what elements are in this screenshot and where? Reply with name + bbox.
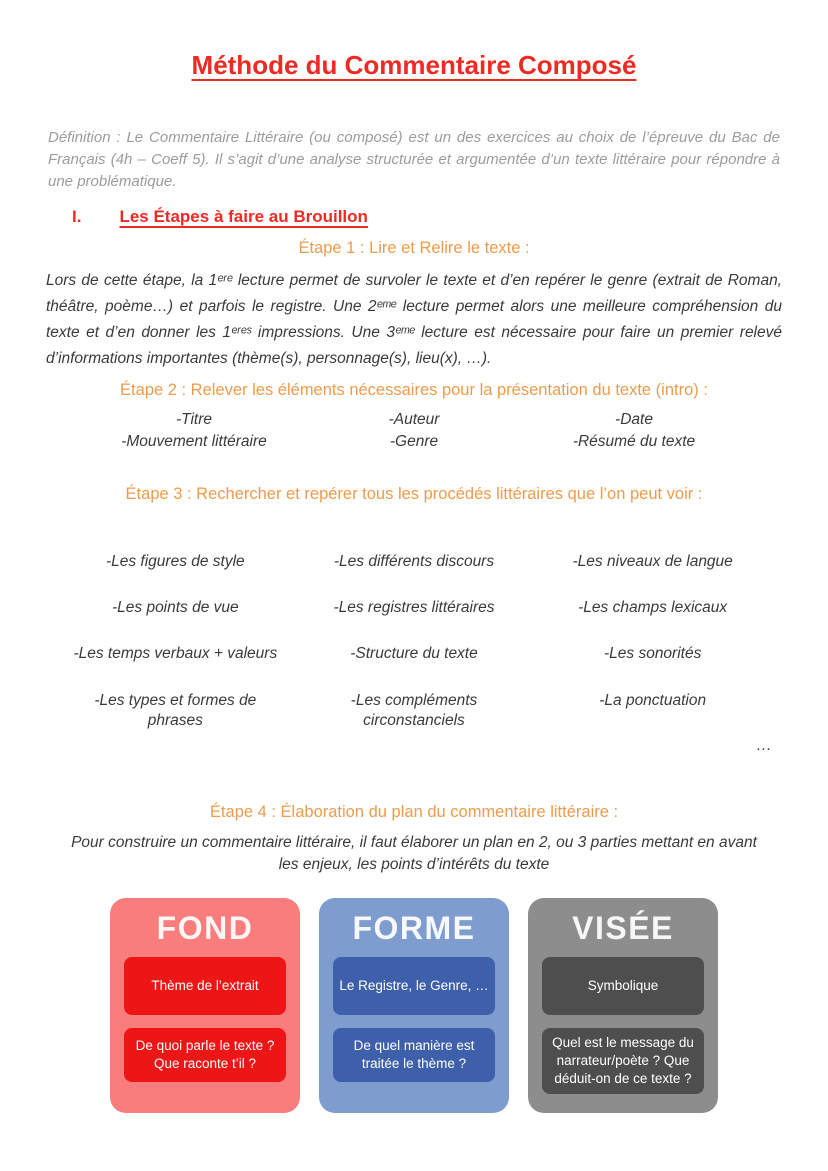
procede-item: -Les temps verbaux + valeurs — [73, 645, 278, 663]
plan-card-visee-box-1: Symbolique — [542, 957, 704, 1015]
ellipsis-text: … — [756, 736, 772, 754]
plan-card-visee-title: VISÉE — [572, 909, 674, 946]
intro-column-3 — [524, 409, 744, 452]
procede-item: -Structure du texte — [350, 645, 478, 663]
etape4-heading: Étape 4 : Élaboration du plan du commentaire littéraire : — [209, 802, 619, 821]
procedes-grid — [56, 552, 772, 731]
page-title-text: Méthode du Commentaire Composé — [191, 50, 637, 80]
intro-item-resume: -Résumé du texte — [572, 432, 696, 450]
intro-item-mouvement: -Mouvement littéraire — [121, 432, 267, 450]
procede-item: -Les niveaux de langue — [572, 553, 733, 571]
procede-item: -Les types et formes de phrases — [94, 691, 257, 729]
plan-card-forme-title: FORME — [352, 909, 476, 946]
etape4-intro: Pour construire un commentaire littéraire, il faut élaborer un plan en 2, ou 3 parties mettant en avant les enjeux, les points d’intérêts du texte — [71, 833, 757, 874]
plan-card-fond-box-1: Thème de l’extrait — [124, 957, 286, 1015]
etape3-heading: Étape 3 : Rechercher et repérer tous les procédés littéraires que l’on peut voir : — [125, 485, 703, 504]
etape1-body: Lors de cette étape, la 1ᵉʳᵉ lecture permet de survoler le texte et d’en repérer le genre (extrait de Roman, théâtre, poème…) et parfois le registre. Une 2ᵉᵐᵉ lecture permet alors une meilleure compréhension du texte et d’en donner les 1ᵉʳᵉˢ impressions. Une 3ᵉᵐᵉ lecture est nécessaire pour faire un premier relevé d’informations importantes (thème(s), personnage(s), lieu(x), …). — [46, 272, 782, 368]
plan-card-visee-box-2: Quel est le message du narrateur/poète ? Que déduit-on de ce texte ? — [542, 1028, 704, 1095]
section-heading — [72, 207, 828, 227]
section-title: Les Étapes à faire au Brouillon — [119, 207, 368, 227]
intro-item-titre: -Titre — [175, 411, 213, 429]
intro-column-1 — [84, 409, 304, 452]
procede-item: -Les différents discours — [333, 553, 495, 571]
plan-card-forme — [319, 898, 509, 1113]
plan-cards — [0, 898, 828, 1113]
procede-item: -La ponctuation — [599, 691, 707, 709]
plan-card-fond-title: FOND — [156, 909, 254, 946]
procede-item: -Les champs lexicaux — [578, 599, 728, 617]
plan-card-fond-box-2: De quoi parle le texte ? Que raconte t’il ? — [124, 1028, 286, 1082]
procede-item: -Les registres littéraires — [333, 599, 495, 617]
plan-card-forme-box-2: De quel manière est traitée le thème ? — [333, 1028, 495, 1082]
etape2-heading: Étape 2 : Relever les éléments nécessaires pour la présentation du texte (intro) : — [120, 381, 708, 400]
plan-card-fond — [110, 898, 300, 1113]
plan-card-visee — [528, 898, 718, 1113]
intro-column-2 — [304, 409, 524, 452]
procede-item: -Les compléments circonstanciels — [350, 691, 478, 729]
intro-elements-grid — [84, 409, 744, 452]
page-title — [0, 0, 828, 81]
definition-text: Définition : Le Commentaire Littéraire (ou composé) est un des exercices au choix de l’épreuve du Bac de Français (4h – Coeff 5). Il s’agit d’une analyse structurée et argumentée d’un texte littéraire pour répondre à une problématique. — [48, 129, 780, 190]
procede-item: -Les sonorités — [603, 645, 702, 663]
procede-item: -Les points de vue — [111, 599, 239, 617]
intro-item-genre: -Genre — [389, 432, 439, 450]
etape1-heading: Étape 1 : Lire et Relire le texte : — [298, 239, 530, 258]
section-numeral: I. — [72, 207, 82, 227]
procede-item: -Les figures de style — [105, 553, 245, 571]
intro-item-date: -Date — [615, 411, 653, 429]
plan-card-forme-box-1: Le Registre, le Genre, … — [333, 957, 495, 1015]
intro-item-auteur: -Auteur — [388, 411, 440, 429]
